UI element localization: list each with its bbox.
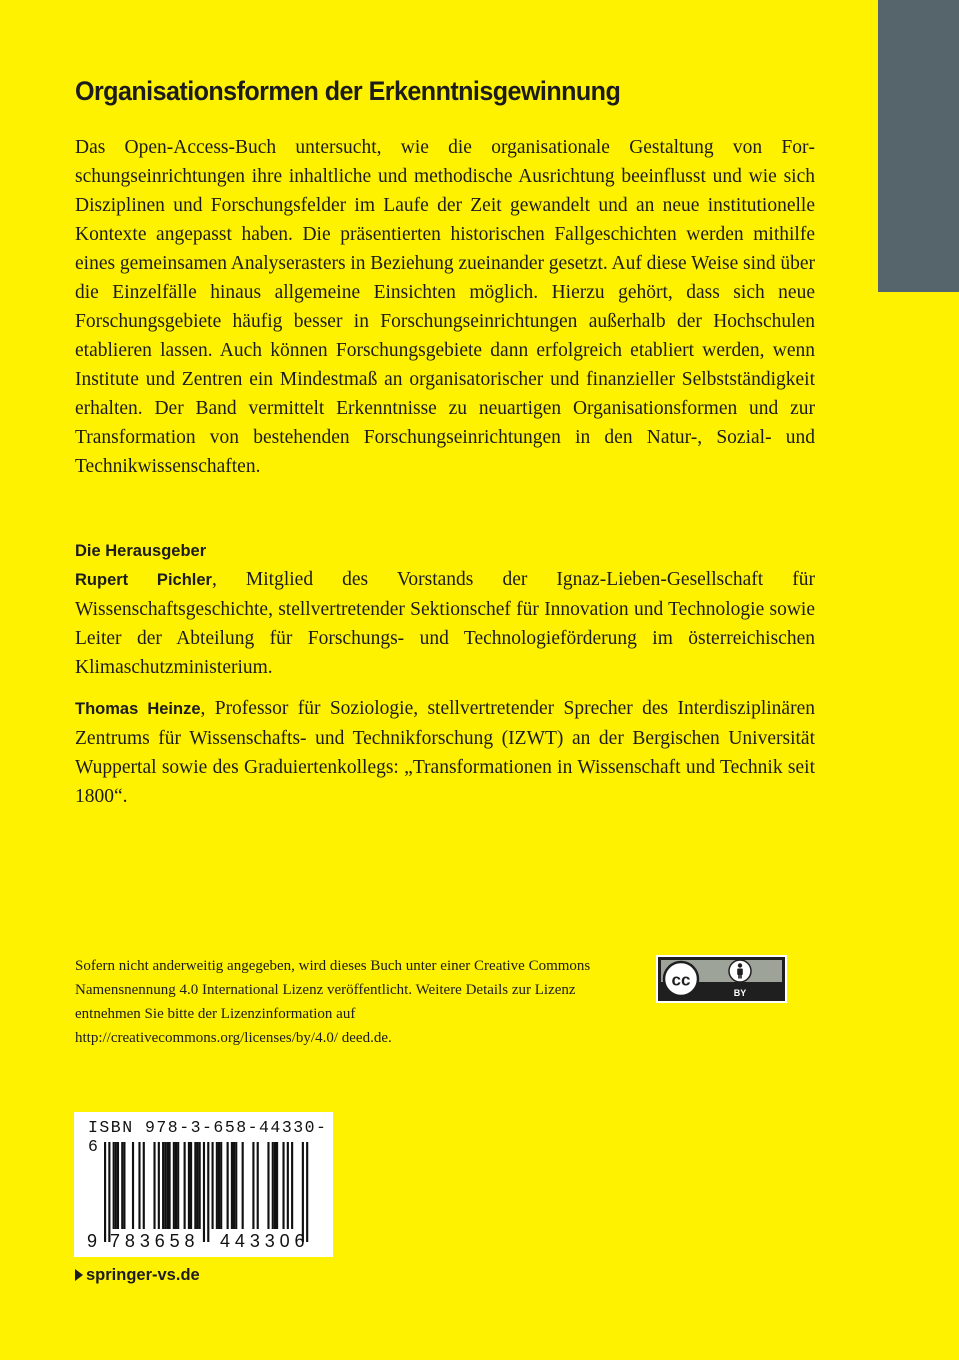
barcode-bar [212, 1142, 214, 1229]
barcode-bar [169, 1142, 171, 1229]
barcode-bar [242, 1142, 244, 1229]
isbn-barcode [74, 1112, 333, 1257]
barcode-bar [123, 1142, 125, 1229]
barcode-bar [282, 1142, 284, 1229]
barcode-bar [302, 1142, 304, 1242]
barcode-bar [158, 1142, 160, 1229]
book-blurb: Das Open-Access-Buch untersucht, wie die organisationale Gestaltung von Forschungseinrichtungen ihre inhaltliche und methodische Ausrichtung beeinflusst und wie sich Disziplinen und Forschungsfelder im Laufe der Zeit gewandelt und an neue institutionelle Kontexte angepasst haben. Die präsentierten historischen Fallgeschichten werden mithilfe eines gemeinsamen Analyserasters in Beziehung zueinander gesetzt. Auf diese Weise sind über die Einzelfälle hinaus allgemeine Einsichten möglich. Hierzu gehört, dass sich neue Forschungsgebiete häufig besser in Forschungseinrichtungen außerhalb der Hochschulen etablieren lassen. Auch können Forschungsgebiete dann erfolgreich etabliert werden, wenn Institute und Zentren ein Mindestmaß an organisatorischer und finanzieller Selbstständigkeit erhalten. Der Band vermittelt Erkenntnisse zu neuartigen Organisationsformen und zur Transformation von bestehenden Forschungseinrichtungen in den Natur-, Sozial- und Technikwissenschaften. [75, 137, 815, 477]
barcode-bar [166, 1142, 168, 1229]
barcode-bar [231, 1142, 233, 1229]
website-label: springer-vs.de [86, 1266, 200, 1284]
editor-bio-pichler [75, 565, 815, 682]
barcode-bar [184, 1142, 186, 1229]
barcode-digits-right: 443306 [220, 1231, 310, 1251]
barcode-bar [287, 1142, 289, 1229]
cc-mark: cc [671, 970, 691, 990]
barcode-digits-left: 783658 [110, 1231, 200, 1251]
cc-by-logo [658, 957, 785, 1001]
person-icon [729, 960, 751, 982]
barcode-bar [190, 1142, 192, 1229]
barcode-bar [173, 1142, 175, 1229]
barcode-bar [194, 1142, 196, 1229]
barcode-bar [153, 1142, 155, 1229]
editor-name: Rupert Pichler [75, 571, 212, 589]
spine-color-band [878, 0, 959, 292]
barcode-bar [164, 1142, 166, 1229]
barcode-bar [227, 1142, 229, 1229]
barcode-bar [117, 1142, 119, 1229]
isbn-label: ISBN 978-3-658-44330-6 [88, 1118, 328, 1156]
barcode-bar [113, 1142, 115, 1229]
barcode-bar [218, 1142, 220, 1229]
back-cover-title: Organisationsformen der Erkenntnisgewinnung [75, 76, 621, 106]
barcode-bar [306, 1142, 308, 1242]
barcode-bar [203, 1142, 205, 1242]
barcode-bar [267, 1142, 269, 1229]
barcode-bar [220, 1142, 222, 1229]
barcode-bar [272, 1142, 274, 1229]
barcode-bar [199, 1142, 201, 1229]
by-label: BY [733, 988, 747, 998]
editor-description: , Mitglied des Vorstands der Ignaz-Lieben-Gesellschaft für Wissenschaftsgeschichte, stellvertretender Sektionschef für Innovation und Technologie sowie Leiter der Abteilung für Forschungs- und Technologieförderung im österreichischen Klimaschutzministerium. [75, 569, 816, 678]
editor-bio-heinze [75, 694, 815, 811]
barcode-bar [162, 1142, 164, 1229]
barcode-bar [291, 1142, 293, 1229]
publisher-website[interactable] [75, 1263, 200, 1287]
license-notice: Sofern nicht anderweitig angegeben, wird dieses Buch unter einer Creative Commons Namensnennung 4.0 International Lizenz veröffentlicht. Weitere Details zur Lizenz entnehmen Sie bitte der Lizenzinformation auf http://creativecommons.org/licenses/by/4.0/ deed.de. [75, 958, 591, 1046]
barcode-bar [177, 1142, 179, 1229]
barcode-bar [235, 1142, 237, 1229]
arrow-right-icon [75, 1269, 83, 1281]
barcode-bar [216, 1142, 218, 1229]
barcode-bar [274, 1142, 276, 1229]
barcode-bar [175, 1142, 177, 1229]
barcode-bar [252, 1142, 254, 1229]
editors-heading: Die Herausgeber [75, 542, 207, 560]
barcode-bar [276, 1142, 278, 1229]
barcode-bar [104, 1142, 106, 1242]
cc-by-badge [656, 955, 787, 1003]
barcode-bar [257, 1142, 259, 1229]
barcode-bar [188, 1142, 190, 1229]
editor-description: , Professor für Soziologie, stellvertretender Sprecher des Interdisziplinären Zentrums für Wissenschafts- und Technikforschung (IZWT) an der Bergischen Universität Wuppertal sowie des Graduiertenkollegs: „Transformationen in Wissenschaft und Technik seit 1800“. [75, 698, 815, 807]
barcode-bar [196, 1142, 198, 1229]
barcode-bar [233, 1142, 235, 1229]
barcode-bar [143, 1142, 145, 1229]
barcode-bar [108, 1142, 110, 1242]
barcode-bar [115, 1142, 117, 1229]
barcode-bar [138, 1142, 140, 1229]
editor-name: Thomas Heinze [75, 700, 201, 718]
barcode-bar [121, 1142, 123, 1229]
barcode-bar [207, 1142, 209, 1242]
barcode-bar [132, 1142, 134, 1229]
barcode-digit-first: 9 [87, 1231, 98, 1251]
